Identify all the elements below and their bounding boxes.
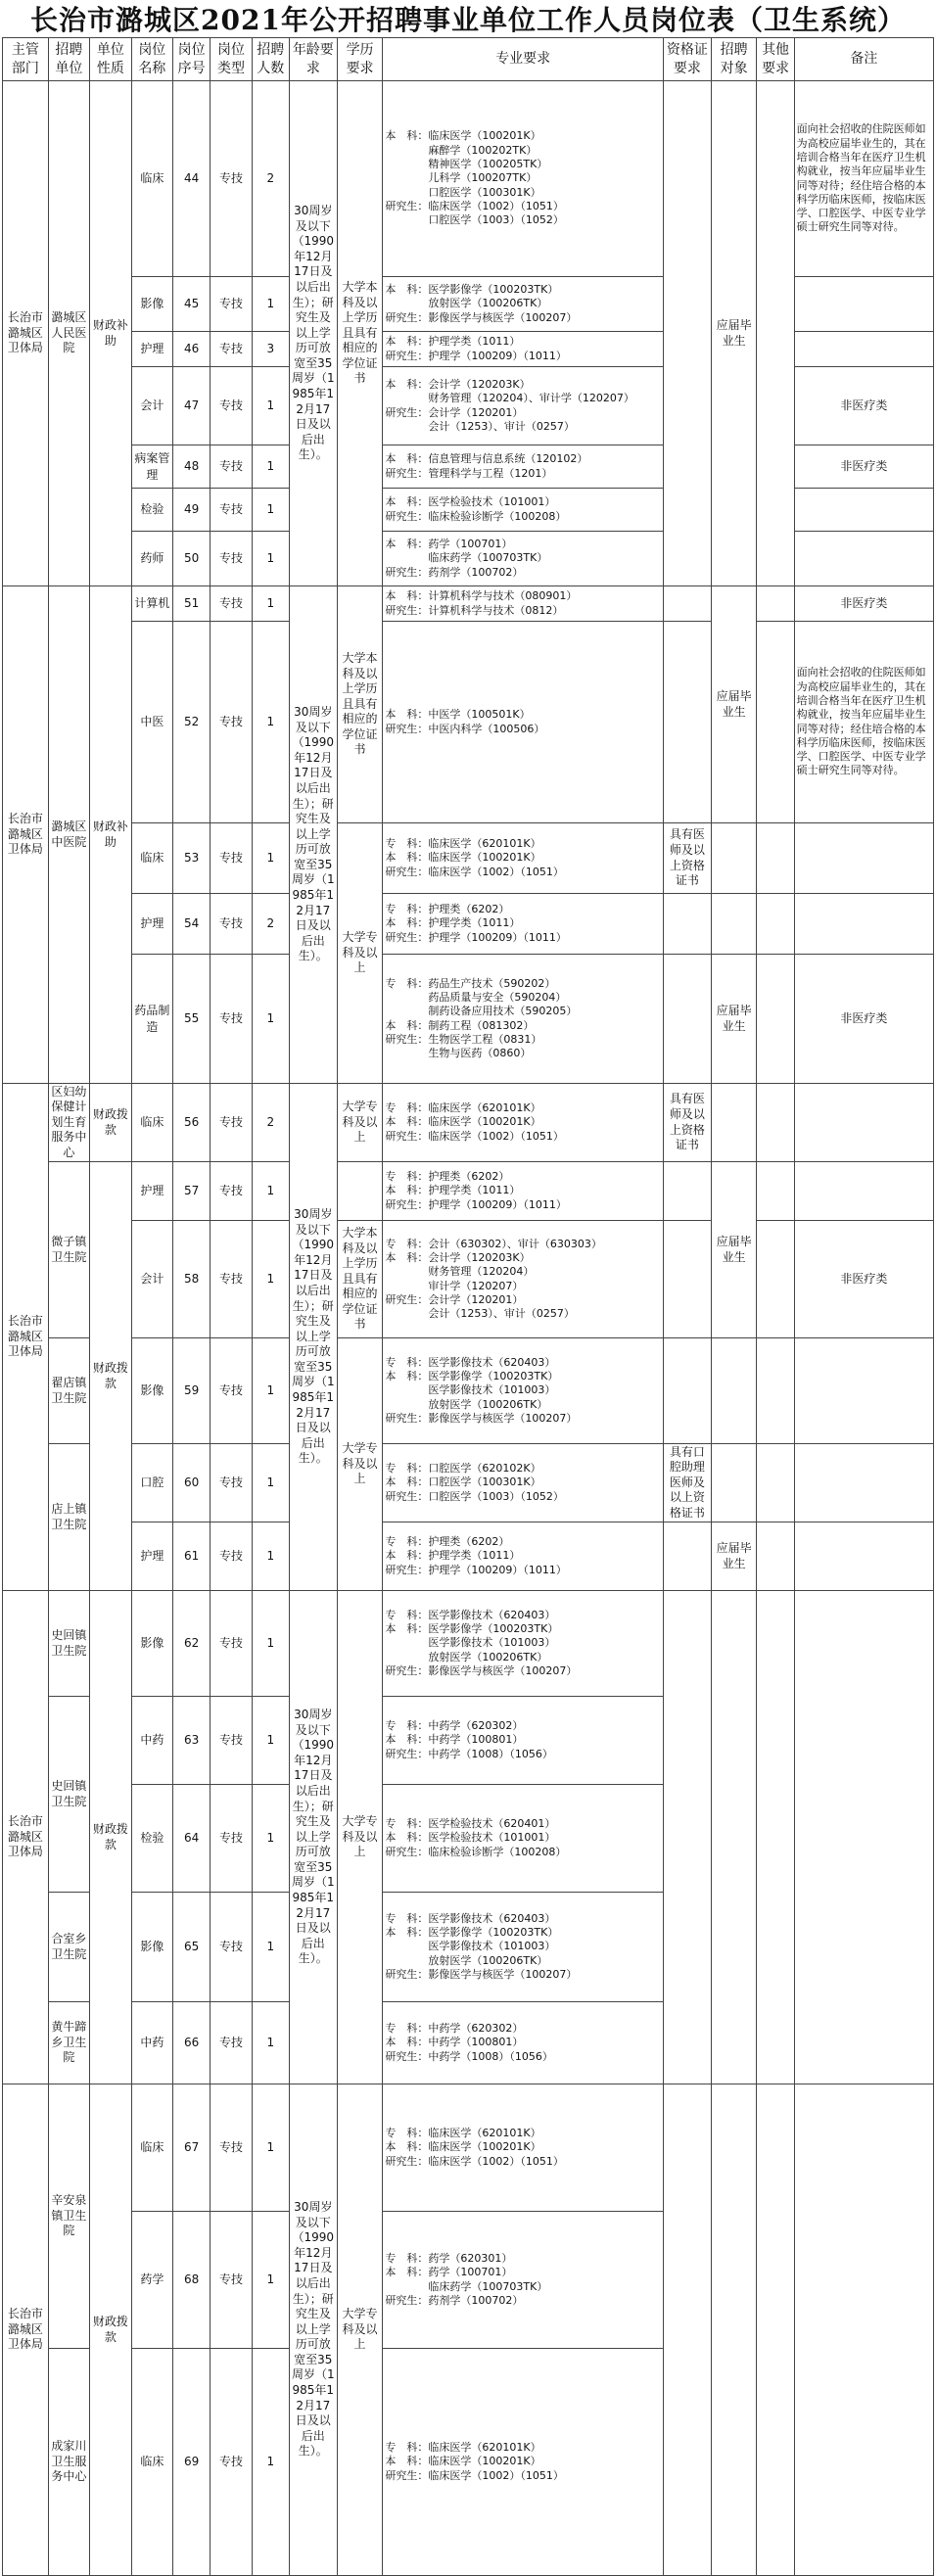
table-row [3, 367, 934, 445]
post-count: 1 [252, 586, 289, 622]
post-no: 48 [173, 445, 211, 489]
post-count: 1 [252, 1162, 289, 1221]
age-cell: 30周岁及以下（1990年12月17日及以后出生）；研究生及以上学历可放宽至35周岁（1985年12月17日及以后出生）。 [289, 1591, 337, 2084]
note-cell [794, 1444, 933, 1522]
edu-cell: 大学专科及以上 [337, 2084, 383, 2576]
table-row [3, 955, 934, 1084]
major-cell: 专 科：中药学（620302） 本 科：中药学（100801） 研究生：中药学（1008）（1056） [383, 1697, 664, 1785]
post-name: 临床 [131, 2349, 172, 2576]
post-count: 1 [252, 1697, 289, 1785]
cert-cell: 具有医师及以上资格证书 [663, 1084, 711, 1162]
major-cell: 专 科：药品生产技术（590202） 药品质量与安全（590204） 制药设备应用技术（590205） 本 科：制药工程（081302） 研究生：生物医学工程（0831） 生物与医药（0860） [383, 955, 664, 1084]
post-count: 1 [252, 2349, 289, 2576]
post-type: 专技 [211, 2212, 252, 2349]
edu-cell: 大学本科及以上学历且具有相应的学位证书 [337, 81, 383, 586]
cert-cell [663, 1522, 711, 1591]
post-no: 57 [173, 1162, 211, 1221]
target-cell [711, 894, 757, 955]
post-no: 69 [173, 2349, 211, 2576]
post-name: 影像 [131, 1338, 172, 1444]
major-cell: 专 科：会计（630302）、审计（630303） 本 科：会计学（120203K） 财务管理（120204） 审计学（120207） 研究生：会计学（120201） 会计（1253）、审计（0257） [383, 1221, 664, 1338]
header-cell: 主管部门 [3, 38, 49, 81]
post-count: 1 [252, 1785, 289, 1893]
major-cell: 专 科：护理类（6202） 本 科：护理学类（1011） 研究生：护理学（100209）（1011） [383, 1522, 664, 1591]
post-type: 专技 [211, 81, 252, 277]
post-name: 计算机 [131, 586, 172, 622]
note-cell [794, 532, 933, 586]
post-name: 护理 [131, 1162, 172, 1221]
dept-cell: 长治市潞城区卫体局 [3, 586, 49, 1084]
age-cell: 30周岁及以下（1990年12月17日及以后出生）；研究生及以上学历可放宽至35周岁（1985年12月17日及以后出生）。 [289, 586, 337, 1084]
post-no: 55 [173, 955, 211, 1084]
edu-cell: 大学专科及以上 [337, 1338, 383, 1591]
post-count: 2 [252, 81, 289, 277]
post-type: 专技 [211, 489, 252, 532]
post-no: 58 [173, 1221, 211, 1338]
post-type: 专技 [211, 1893, 252, 2002]
target-cell [711, 1084, 757, 1162]
table-row [3, 1162, 934, 1221]
post-type: 专技 [211, 823, 252, 894]
table-row [3, 1221, 934, 1338]
note-cell [794, 489, 933, 532]
edu-cell: 大学专科及以上 [337, 1084, 383, 1162]
post-name: 临床 [131, 1084, 172, 1162]
major-cell: 专 科：临床医学（620101K） 本 科：临床医学（100201K） 研究生：临床医学（1002）（1051） [383, 2084, 664, 2212]
post-count: 1 [252, 955, 289, 1084]
post-no: 67 [173, 2084, 211, 2212]
cert-cell: 具有医师及以上资格证书 [663, 823, 711, 894]
header-cell: 其他要求 [757, 38, 794, 81]
post-no: 50 [173, 532, 211, 586]
post-no: 59 [173, 1338, 211, 1444]
header-cell: 招聘对象 [711, 38, 757, 81]
post-no: 56 [173, 1084, 211, 1162]
post-count: 1 [252, 489, 289, 532]
post-type: 专技 [211, 532, 252, 586]
note-cell: 非医疗类 [794, 367, 933, 445]
post-count: 2 [252, 1084, 289, 1162]
post-name: 影像 [131, 277, 172, 332]
post-count: 1 [252, 445, 289, 489]
post-count: 1 [252, 1893, 289, 2002]
other-cell [757, 823, 794, 894]
note-cell [794, 2084, 933, 2576]
unit-cell: 店上镇卫生院 [48, 1444, 89, 1591]
table-row [3, 532, 934, 586]
edu-cell: 大学本科及以上学历且具有相应的学位证书 [337, 1221, 383, 1338]
note-cell: 非医疗类 [794, 1221, 933, 1338]
table-row [3, 2084, 934, 2212]
post-name: 临床 [131, 81, 172, 277]
other-cell [757, 1338, 794, 1444]
cert-cell [663, 1162, 711, 1221]
post-no: 66 [173, 2002, 211, 2084]
age-cell: 30周岁及以下（1990年12月17日及以后出生）；研究生及以上学历可放宽至35周岁（1985年12月17日及以后出生）。 [289, 81, 337, 586]
post-no: 68 [173, 2212, 211, 2349]
note-cell [794, 332, 933, 367]
post-no: 44 [173, 81, 211, 277]
major-cell: 专 科：药学（620301） 本 科：药学（100701） 临床药学（100703TK） 研究生：药剂学（100702） [383, 2212, 664, 2349]
post-no: 54 [173, 894, 211, 955]
table-row [3, 1084, 934, 1162]
cert-cell [663, 955, 711, 1084]
target-cell [711, 1591, 757, 2084]
post-type: 专技 [211, 1591, 252, 1697]
note-cell [794, 823, 933, 894]
cert-cell [663, 586, 711, 622]
other-cell [757, 81, 794, 586]
post-name: 中医 [131, 622, 172, 823]
post-type: 专技 [211, 586, 252, 622]
note-cell [794, 894, 933, 955]
header-cell: 单位性质 [90, 38, 131, 81]
table-row [3, 489, 934, 532]
table-row [3, 823, 934, 894]
major-cell: 本 科：中医学（100501K） 研究生：中医内科学（100506） [383, 622, 664, 823]
unit-cell: 黄牛蹄乡卫生院 [48, 2002, 89, 2084]
unit-cell: 辛安泉镇卫生院 [48, 2084, 89, 2349]
page-title: 长治市潞城区2021年公开招聘事业单位工作人员岗位表（卫生系统） [30, 4, 906, 36]
post-count: 1 [252, 823, 289, 894]
post-no: 62 [173, 1591, 211, 1697]
post-no: 53 [173, 823, 211, 894]
post-name: 影像 [131, 1591, 172, 1697]
cert-cell [663, 1591, 711, 2084]
cert-cell: 具有口腔助理医师及以上资格证书 [663, 1444, 711, 1522]
header-cell: 年龄要求 [289, 38, 337, 81]
target-cell [711, 823, 757, 894]
table-row [3, 1522, 934, 1591]
post-no: 52 [173, 622, 211, 823]
target-cell: 应届毕业生 [711, 1162, 757, 1338]
post-name: 口腔 [131, 1444, 172, 1522]
funding-cell: 财政补助 [90, 586, 131, 1084]
post-no: 49 [173, 489, 211, 532]
target-cell [711, 2084, 757, 2576]
other-cell [757, 622, 794, 823]
post-type: 专技 [211, 2002, 252, 2084]
note-cell [794, 1162, 933, 1221]
other-cell [757, 1444, 794, 1522]
post-count: 1 [252, 2212, 289, 2349]
header-cell: 岗位类型 [211, 38, 252, 81]
major-cell: 专 科：临床医学（620101K） 本 科：临床医学（100201K） 研究生：临床医学（1002）（1051） [383, 2349, 664, 2576]
table-row [3, 1338, 934, 1444]
major-cell: 专 科：医学影像技术（620403） 本 科：医学影像学（100203TK） 医学影像技术（101003） 放射医学（100206TK） 研究生：影像医学与核医学（100207） [383, 1591, 664, 1697]
target-cell [711, 1444, 757, 1522]
post-count: 1 [252, 277, 289, 332]
post-type: 专技 [211, 1444, 252, 1522]
other-cell [757, 1221, 794, 1338]
major-cell: 专 科：中药学（620302） 本 科：中药学（100801） 研究生：中药学（1008）（1056） [383, 2002, 664, 2084]
cert-cell [663, 1221, 711, 1338]
post-name: 检验 [131, 489, 172, 532]
dept-cell: 长治市潞城区卫体局 [3, 2084, 49, 2576]
post-no: 65 [173, 1893, 211, 2002]
unit-cell: 成家川卫生服务中心 [48, 2349, 89, 2576]
post-type: 专技 [211, 445, 252, 489]
major-cell: 专 科：临床医学（620101K） 本 科：临床医学（100201K） 研究生：临床医学（1002）（1051） [383, 823, 664, 894]
table-row [3, 332, 934, 367]
table-row [3, 894, 934, 955]
dept-cell: 长治市潞城区卫体局 [3, 81, 49, 586]
table-row [3, 586, 934, 622]
post-name: 护理 [131, 894, 172, 955]
other-cell [757, 955, 794, 1084]
post-name: 药师 [131, 532, 172, 586]
cert-cell [663, 81, 711, 586]
edu-cell: 大学专科及以上 [337, 1591, 383, 2084]
funding-cell: 财政拨款 [90, 1162, 131, 1591]
post-type: 专技 [211, 367, 252, 445]
header-cell: 资格证要求 [663, 38, 711, 81]
post-type: 专技 [211, 1338, 252, 1444]
post-name: 药学 [131, 2212, 172, 2349]
post-name: 会计 [131, 367, 172, 445]
table-row [3, 277, 934, 332]
note-cell [794, 1084, 933, 1162]
target-cell: 应届毕业生 [711, 81, 757, 586]
post-name: 中药 [131, 1697, 172, 1785]
post-count: 1 [252, 532, 289, 586]
major-cell: 本 科：医学影像学（100203TK） 放射医学（100206TK） 研究生：影像医学与核医学（100207） [383, 277, 664, 332]
note-cell [794, 1591, 933, 2084]
post-type: 专技 [211, 1221, 252, 1338]
target-cell: 应届毕业生 [711, 1522, 757, 1591]
post-count: 1 [252, 367, 289, 445]
post-count: 1 [252, 622, 289, 823]
post-count: 1 [252, 2002, 289, 2084]
major-cell: 专 科：医学影像技术（620403） 本 科：医学影像学（100203TK） 医学影像技术（101003） 放射医学（100206TK） 研究生：影像医学与核医学（100207） [383, 1338, 664, 1444]
header-row [3, 38, 934, 81]
unit-cell: 潞城区人民医院 [48, 81, 89, 586]
funding-cell: 财政拨款 [90, 2084, 131, 2576]
major-cell: 本 科：会计学（120203K） 财务管理（120204）、审计学（120207） 研究生：会计学（120201） 会计（1253）、审计（0257） [383, 367, 664, 445]
post-no: 61 [173, 1522, 211, 1591]
cert-cell [663, 2084, 711, 2576]
post-type: 专技 [211, 1162, 252, 1221]
major-cell: 专 科：医学检验技术（620401） 本 科：医学检验技术（101001） 研究生：临床检验诊断学（100208） [383, 1785, 664, 1893]
post-count: 1 [252, 1221, 289, 1338]
post-type: 专技 [211, 1084, 252, 1162]
major-cell: 专 科：临床医学（620101K） 本 科：临床医学（100201K） 研究生：临床医学（1002）（1051） [383, 1084, 664, 1162]
table-row [3, 445, 934, 489]
note-cell: 非医疗类 [794, 586, 933, 622]
unit-cell: 史回镇卫生院 [48, 1591, 89, 1697]
funding-cell: 财政拨款 [90, 1591, 131, 2084]
unit-cell: 翟店镇卫生院 [48, 1338, 89, 1444]
post-type: 专技 [211, 2084, 252, 2212]
post-name: 临床 [131, 823, 172, 894]
header-cell: 备注 [794, 38, 933, 81]
header-cell: 岗位名称 [131, 38, 172, 81]
other-cell [757, 1084, 794, 1162]
post-count: 1 [252, 1522, 289, 1591]
post-no: 63 [173, 1697, 211, 1785]
funding-cell: 财政拨款 [90, 1084, 131, 1162]
post-count: 1 [252, 1444, 289, 1522]
cert-cell [663, 894, 711, 955]
other-cell [757, 586, 794, 622]
cert-cell [663, 1338, 711, 1444]
post-no: 64 [173, 1785, 211, 1893]
other-cell [757, 1162, 794, 1221]
note-cell [794, 1522, 933, 1591]
post-type: 专技 [211, 955, 252, 1084]
table-row [3, 1444, 934, 1522]
post-no: 47 [173, 367, 211, 445]
unit-cell: 区妇幼保健计划生育服务中心 [48, 1084, 89, 1162]
header-cell: 招聘人数 [252, 38, 289, 81]
note-cell: 非医疗类 [794, 955, 933, 1084]
unit-cell: 潞城区中医院 [48, 586, 89, 1084]
post-count: 2 [252, 894, 289, 955]
major-cell: 专 科：医学影像技术（620403） 本 科：医学影像学（100203TK） 医学影像技术（101003） 放射医学（100206TK） 研究生：影像医学与核医学（100207） [383, 1893, 664, 2002]
cert-cell [663, 622, 711, 823]
post-count: 3 [252, 332, 289, 367]
target-cell: 应届毕业生 [711, 955, 757, 1084]
post-name: 会计 [131, 1221, 172, 1338]
post-type: 专技 [211, 1697, 252, 1785]
post-name: 药品制造 [131, 955, 172, 1084]
unit-cell: 合室乡卫生院 [48, 1893, 89, 2002]
major-cell: 本 科：信息管理与信息系统（120102） 研究生：管理科学与工程（1201） [383, 445, 664, 489]
note-cell: 面向社会招收的住院医师如为高校应届毕业生的，其在培训合格当年在医疗卫生机构就业，按当年应届毕业生同等对待；经住培合格的本科学历临床医师，按临床医学、口腔医学、中医专业学硕士研究生同等对待。 [794, 622, 933, 823]
target-cell: 应届毕业生 [711, 586, 757, 823]
dept-cell: 长治市潞城区卫体局 [3, 1591, 49, 2084]
post-type: 专技 [211, 622, 252, 823]
edu-cell [337, 1162, 383, 1221]
post-count: 1 [252, 2084, 289, 2212]
major-cell: 本 科：临床医学（100201K） 麻醉学（100202TK） 精神医学（100205TK） 儿科学（100207TK） 口腔医学（100301K） 研究生：临床医学（1002）（1051） 口腔医学（1003）（1052） [383, 81, 664, 277]
post-count: 1 [252, 1338, 289, 1444]
other-cell [757, 2084, 794, 2576]
post-count: 1 [252, 1591, 289, 1697]
post-type: 专技 [211, 1522, 252, 1591]
post-no: 45 [173, 277, 211, 332]
unit-cell: 微子镇卫生院 [48, 1162, 89, 1338]
post-type: 专技 [211, 894, 252, 955]
edu-cell: 大学本科及以上学历且具有相应的学位证书 [337, 586, 383, 823]
major-cell: 本 科：计算机科学与技术（080901） 研究生：计算机科学与技术（0812） [383, 586, 664, 622]
other-cell [757, 1522, 794, 1591]
recruitment-table [2, 37, 934, 2576]
note-cell [794, 277, 933, 332]
post-no: 46 [173, 332, 211, 367]
edu-cell: 大学专科及以上 [337, 823, 383, 1084]
post-name: 临床 [131, 2084, 172, 2212]
post-type: 专技 [211, 277, 252, 332]
post-name: 护理 [131, 1522, 172, 1591]
post-type: 专技 [211, 1785, 252, 1893]
post-type: 专技 [211, 2349, 252, 2576]
age-cell: 30周岁及以下（1990年12月17日及以后出生）；研究生及以上学历可放宽至35周岁（1985年12月17日及以后出生）。 [289, 1084, 337, 1591]
post-name: 护理 [131, 332, 172, 367]
table-row [3, 1591, 934, 1697]
major-cell: 本 科：护理学类（1011） 研究生：护理学（100209）（1011） [383, 332, 664, 367]
header-cell: 专业要求 [383, 38, 664, 81]
note-cell: 面向社会招收的住院医师如为高校应届毕业生的，其在培训合格当年在医疗卫生机构就业，按当年应届毕业生同等对待；经住培合格的本科学历临床医师，按临床医学、口腔医学、中医专业学硕士研究生同等对待。 [794, 81, 933, 277]
post-name: 检验 [131, 1785, 172, 1893]
funding-cell: 财政补助 [90, 81, 131, 586]
note-cell: 非医疗类 [794, 445, 933, 489]
unit-cell: 史回镇卫生院 [48, 1697, 89, 1893]
header-cell: 学历要求 [337, 38, 383, 81]
age-cell: 30周岁及以下（1990年12月17日及以后出生）；研究生及以上学历可放宽至35周岁（1985年12月17日及以后出生）。 [289, 2084, 337, 2576]
other-cell [757, 1591, 794, 2084]
table-row [3, 622, 934, 823]
major-cell: 专 科：护理类（6202） 本 科：护理学类（1011） 研究生：护理学（100209）（1011） [383, 894, 664, 955]
major-cell: 专 科：护理类（6202） 本 科：护理学类（1011） 研究生：护理学（100209）（1011） [383, 1162, 664, 1221]
other-cell [757, 894, 794, 955]
note-cell [794, 1338, 933, 1444]
post-type: 专技 [211, 332, 252, 367]
post-name: 中药 [131, 2002, 172, 2084]
major-cell: 本 科：药学（100701） 临床药学（100703TK） 研究生：药剂学（100702） [383, 532, 664, 586]
table-row [3, 81, 934, 277]
target-cell [711, 1338, 757, 1444]
post-name: 影像 [131, 1893, 172, 2002]
header-cell: 招聘单位 [48, 38, 89, 81]
major-cell: 本 科：医学检验技术（101001） 研究生：临床检验诊断学（100208） [383, 489, 664, 532]
post-no: 51 [173, 586, 211, 622]
dept-cell: 长治市潞城区卫体局 [3, 1084, 49, 1591]
post-name: 病案管理 [131, 445, 172, 489]
header-cell: 岗位序号 [173, 38, 211, 81]
major-cell: 专 科：口腔医学（620102K） 本 科：口腔医学（100301K） 研究生：口腔医学（1003）（1052） [383, 1444, 664, 1522]
post-no: 60 [173, 1444, 211, 1522]
